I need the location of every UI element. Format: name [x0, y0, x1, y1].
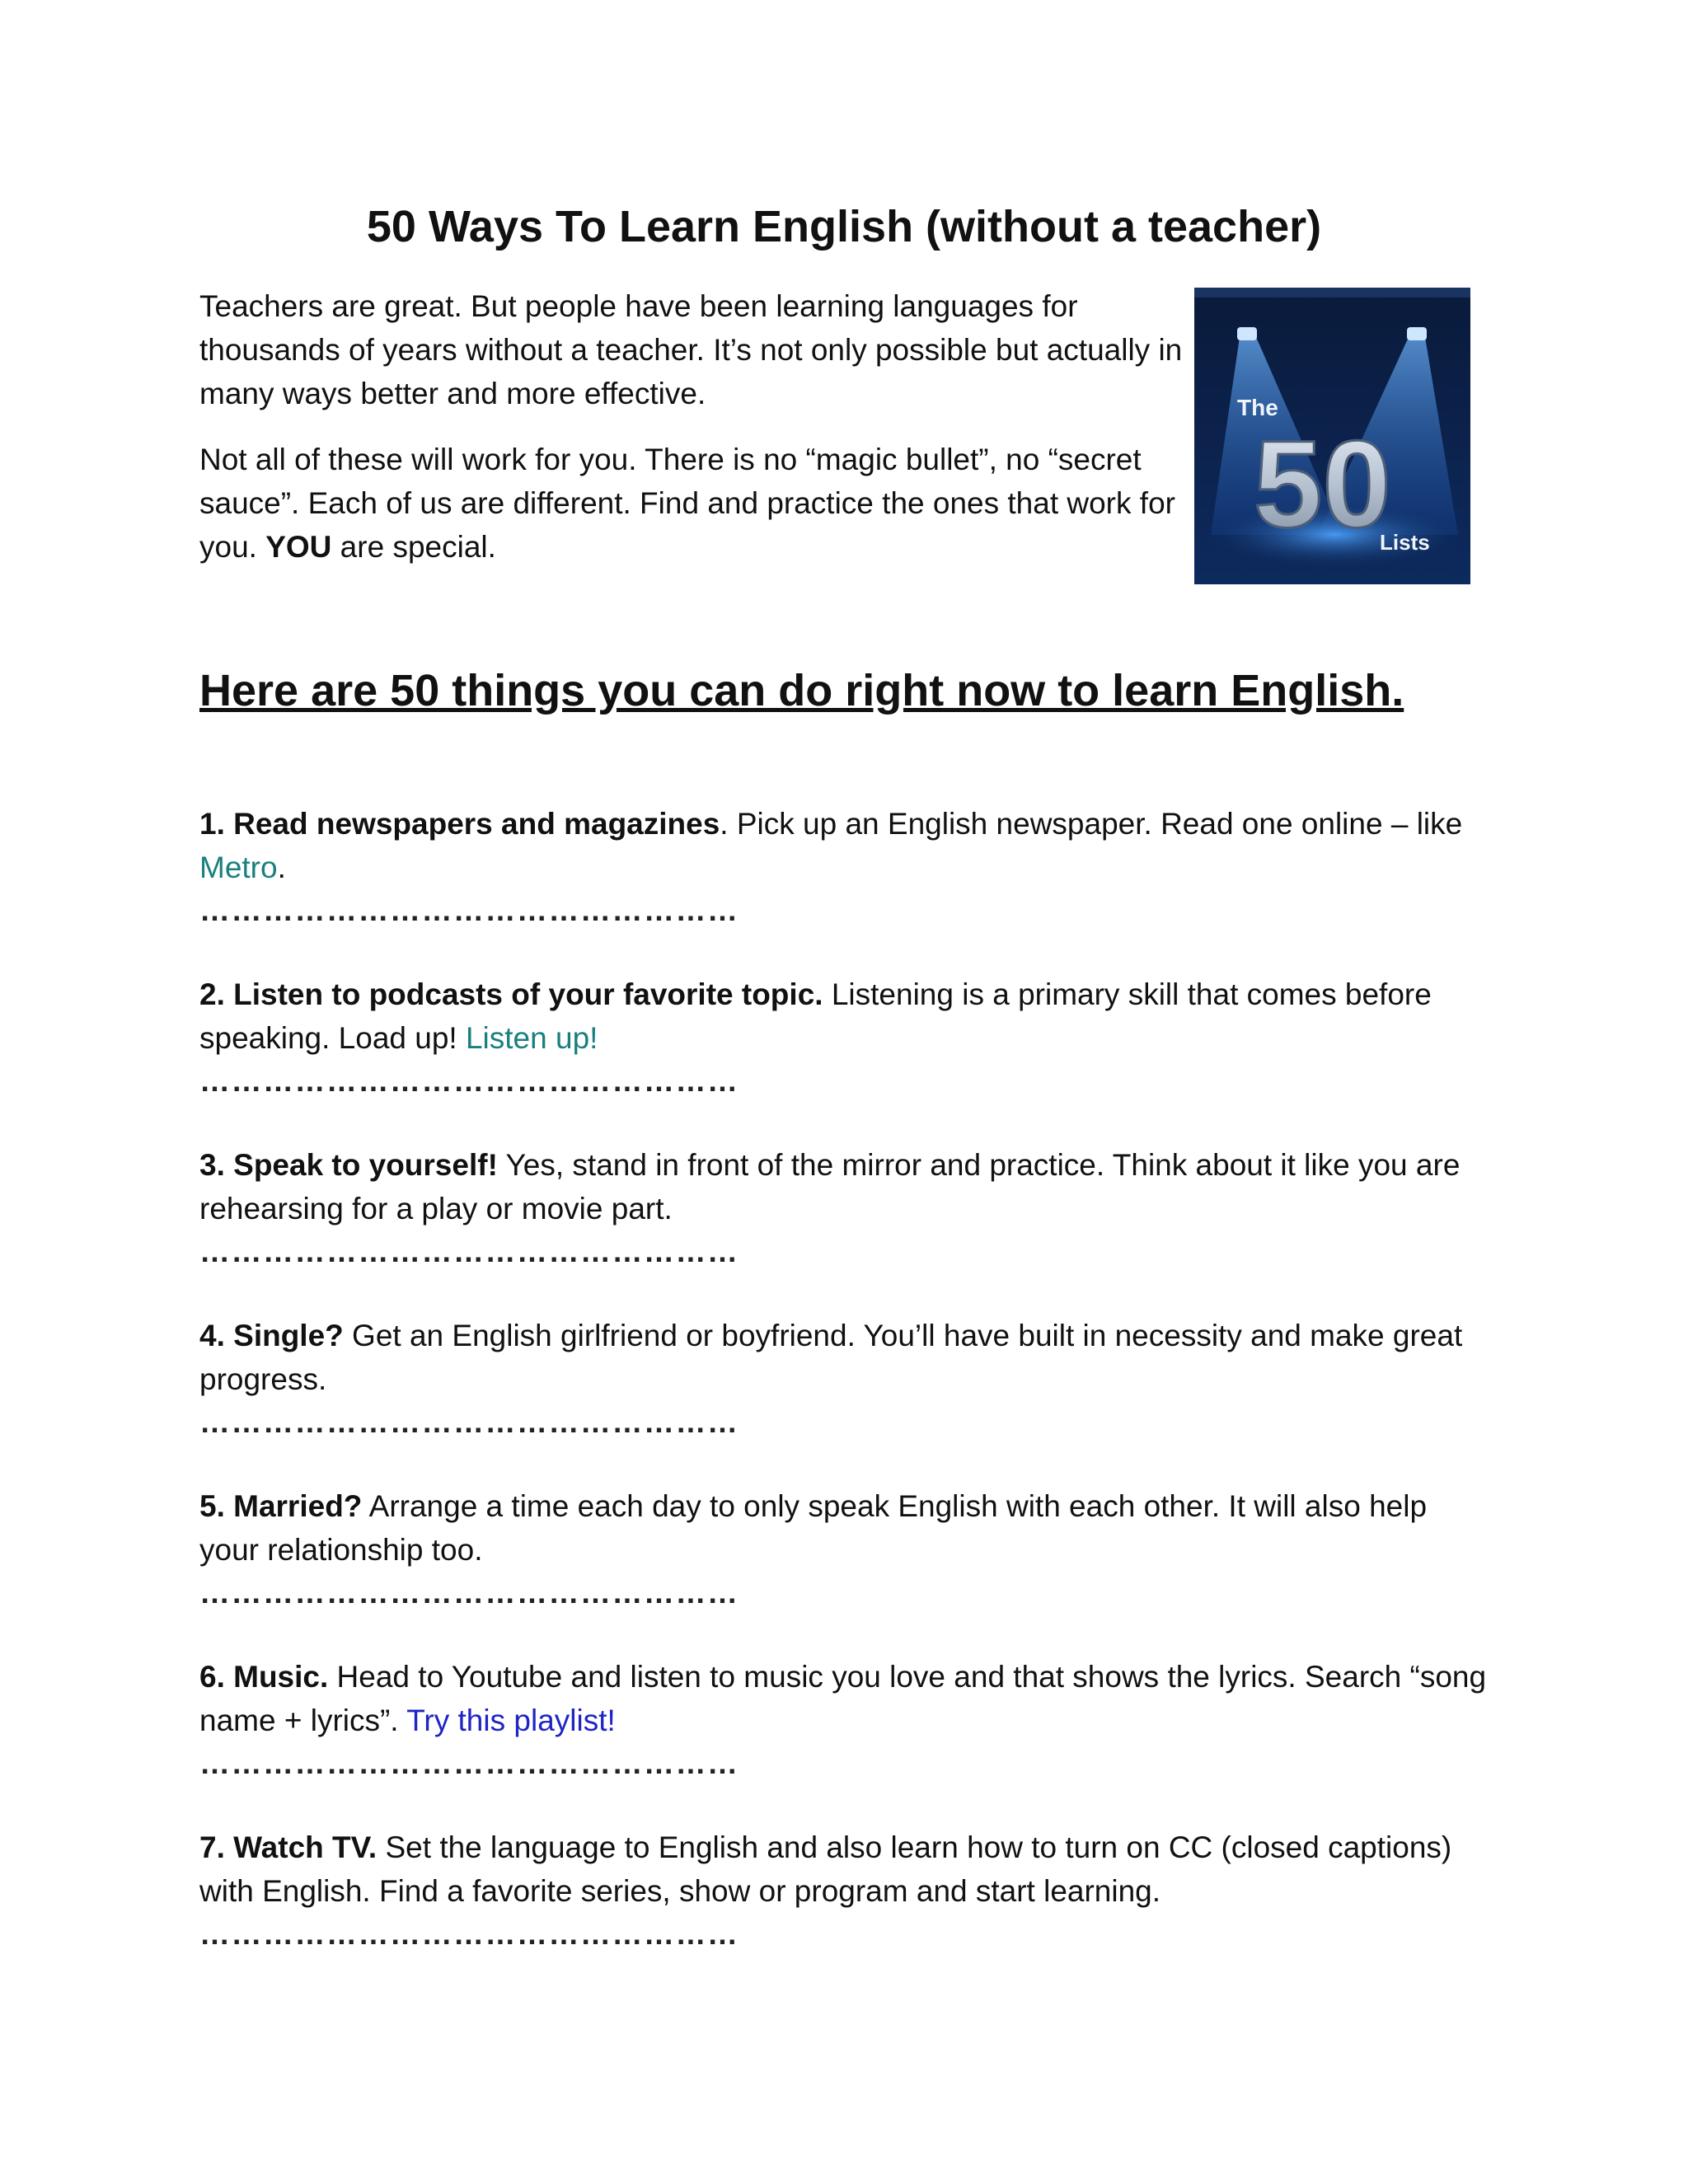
item-text [199, 1655, 1493, 1742]
listen-up-link[interactable]: Listen up! [465, 1021, 598, 1055]
item-label: 1. Read newspapers and magazines [199, 807, 720, 841]
separator: …………………………………………… [199, 1576, 739, 1610]
intro-p2-prefix: Not all of these will work for you. There is no “magic bullet”, no “secret sauce”. Each of us are different. Find and practice the ones that work for you. [199, 443, 1175, 564]
playlist-link[interactable]: Try this playlist! [406, 1704, 616, 1737]
list-item [199, 1314, 1493, 1484]
item-text [199, 802, 1493, 889]
section-heading: Here are 50 things you can do right now to learn English. [199, 666, 1404, 715]
intro-p2-suffix: are special. [331, 530, 496, 564]
the-50-lists-logo [1194, 288, 1470, 584]
separator: …………………………………………… [199, 1917, 739, 1951]
item-text [199, 972, 1493, 1060]
list-item [199, 972, 1493, 1143]
item-text [199, 1314, 1493, 1401]
separator: …………………………………………… [199, 1235, 739, 1268]
item-label: 4. Single? [199, 1319, 344, 1352]
item-text [199, 1143, 1493, 1230]
item-label: 3. Speak to yourself! [199, 1148, 498, 1182]
separator: …………………………………………… [199, 1064, 739, 1098]
intro-section [199, 284, 1189, 591]
item-body: Get an English girlfriend or boyfriend. You’ll have built in necessity and make great progress. [199, 1319, 1463, 1396]
item-body: Listening is a primary skill that comes before speaking. Load up! [199, 977, 1432, 1055]
item-text [199, 1484, 1493, 1572]
list-item [199, 1825, 1493, 1996]
page-title: 50 Ways To Learn English (without a teacher) [366, 202, 1322, 251]
item-label: 5. Married? [199, 1489, 363, 1523]
logo-number: 50 [1254, 415, 1391, 553]
list-item [199, 1143, 1493, 1314]
item-label: 2. Listen to podcasts of your favorite topic. [199, 977, 823, 1011]
separator: …………………………………………… [199, 1405, 739, 1439]
intro-paragraph-1: Teachers are great. But people have been learning languages for thousands of years without a teacher. It’s not only possible but actually in many ways better and more effective. [199, 289, 1183, 410]
logo-the-text: The [1237, 395, 1278, 420]
separator: …………………………………………… [199, 893, 739, 927]
metro-link[interactable]: Metro [199, 851, 278, 884]
item-body: Head to Youtube and listen to music you love and that shows the lyrics. Search “song name + lyrics”. [199, 1660, 1487, 1737]
item-body: . Pick up an English newspaper. Read one online – like [720, 807, 1463, 841]
item-body: Yes, stand in front of the mirror and practice. Think about it like you are rehearsing for a play or movie part. [199, 1148, 1461, 1226]
item-body: Arrange a time each day to only speak English with each other. It will also help your relationship too. [199, 1489, 1428, 1567]
tips-list [199, 802, 1493, 1996]
item-body: Set the language to English and also learn how to turn on CC (closed captions) with English. Find a favorite series, show or program and start learning. [199, 1830, 1452, 1908]
item-label: 6. Music. [199, 1660, 329, 1694]
separator: …………………………………………… [199, 1746, 739, 1780]
intro-paragraph-2 [199, 438, 1189, 569]
item-label: 7. Watch TV. [199, 1830, 377, 1864]
list-item [199, 802, 1493, 972]
intro-p2-emphasis: YOU [265, 530, 332, 564]
list-item [199, 1655, 1493, 1825]
item-text [199, 1825, 1493, 1913]
logo-lists-text: Lists [1380, 530, 1430, 555]
item-after: . [277, 851, 286, 884]
list-item [199, 1484, 1493, 1655]
